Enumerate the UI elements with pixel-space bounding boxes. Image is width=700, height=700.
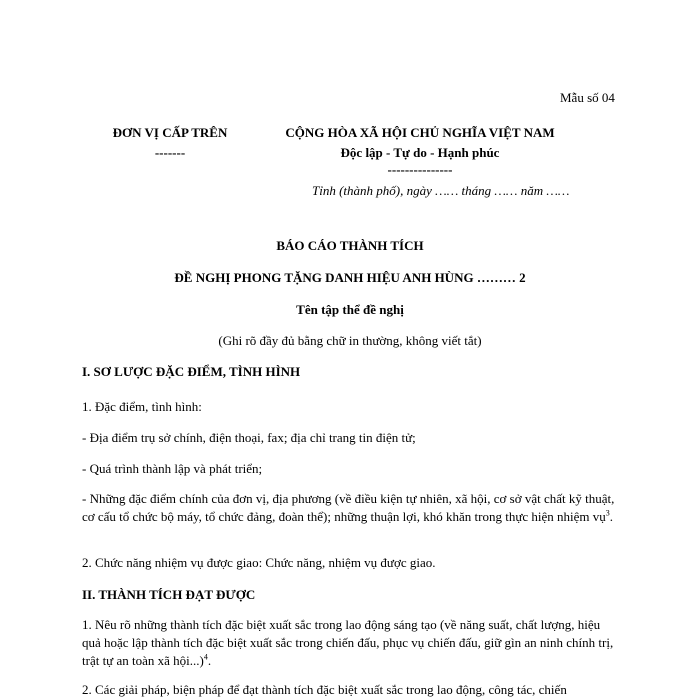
- section1-bullet1: - Địa điểm trụ sở chính, điện thoại, fax; địa chỉ trang tin điện tử;: [82, 430, 416, 445]
- section1-bullet3: - Những đặc điểm chính của đơn vị, địa phương (về điều kiện tự nhiên, xã hội, cơ sở vật chất kỹ thuật, cơ cấu tổ chức bộ máy, tổ chức đảng, đoàn thể); những thuận lợi, khó khăn trong thực hiện nhiệm vụ$^3$.: [82, 491, 615, 524]
- place-date-line: Tỉnh (thành phố), ngày …… tháng …… năm ……: [312, 183, 570, 198]
- collective-name: Tên tập thể đề nghị: [296, 302, 404, 317]
- superior-unit-rule: -------: [154, 145, 186, 160]
- section2-item1: 1. Nêu rõ những thành tích đặc biệt xuất sắc trong lao động sáng tạo (về năng suất, chất lượng, hiệu quả hoặc lập thành tích đặc biệt xuất sắc trong chiến đấu, phục vụ chiến đấu, giữ gìn an ninh chính trị, trật tự an toàn xã hội...)$^4$.: [82, 617, 614, 668]
- superior-unit-title: ĐƠN VỊ CẤP TRÊN: [112, 125, 228, 140]
- national-motto: Độc lập - Tự do - Hạnh phúc: [340, 145, 500, 160]
- footnote-marker: 3: [605, 508, 610, 518]
- section1-heading: I. SƠ LƯỢC ĐẶC ĐIỂM, TÌNH HÌNH: [82, 364, 301, 379]
- title-note: (Ghi rõ đầy đủ bằng chữ in thường, không viết tắt): [218, 333, 482, 348]
- report-subtitle: ĐỀ NGHỊ PHONG TẶNG DANH HIỆU ANH HÙNG ……… 2: [174, 270, 526, 285]
- section1-bullet2: - Quá trình thành lập và phát triển;: [82, 461, 263, 476]
- national-title: CỘNG HÒA XÃ HỘI CHỦ NGHĨA VIỆT NAM: [285, 125, 555, 140]
- national-rule: ---------------: [387, 162, 453, 177]
- form-number: Mẫu số 04: [560, 90, 615, 105]
- section2-item2: 2. Các giải pháp, biện pháp để đạt thành tích đặc biệt xuất sắc trong lao động, công tác, chiến: [82, 682, 567, 697]
- footnote-marker: 4: [203, 652, 208, 662]
- section1-item1: 1. Đặc điểm, tình hình:: [82, 399, 202, 414]
- section1-item2: 2. Chức năng nhiệm vụ được giao: Chức năng, nhiệm vụ được giao.: [82, 555, 436, 570]
- section2-heading: II. THÀNH TÍCH ĐẠT ĐƯỢC: [82, 587, 256, 602]
- report-title: BÁO CÁO THÀNH TÍCH: [276, 238, 424, 253]
